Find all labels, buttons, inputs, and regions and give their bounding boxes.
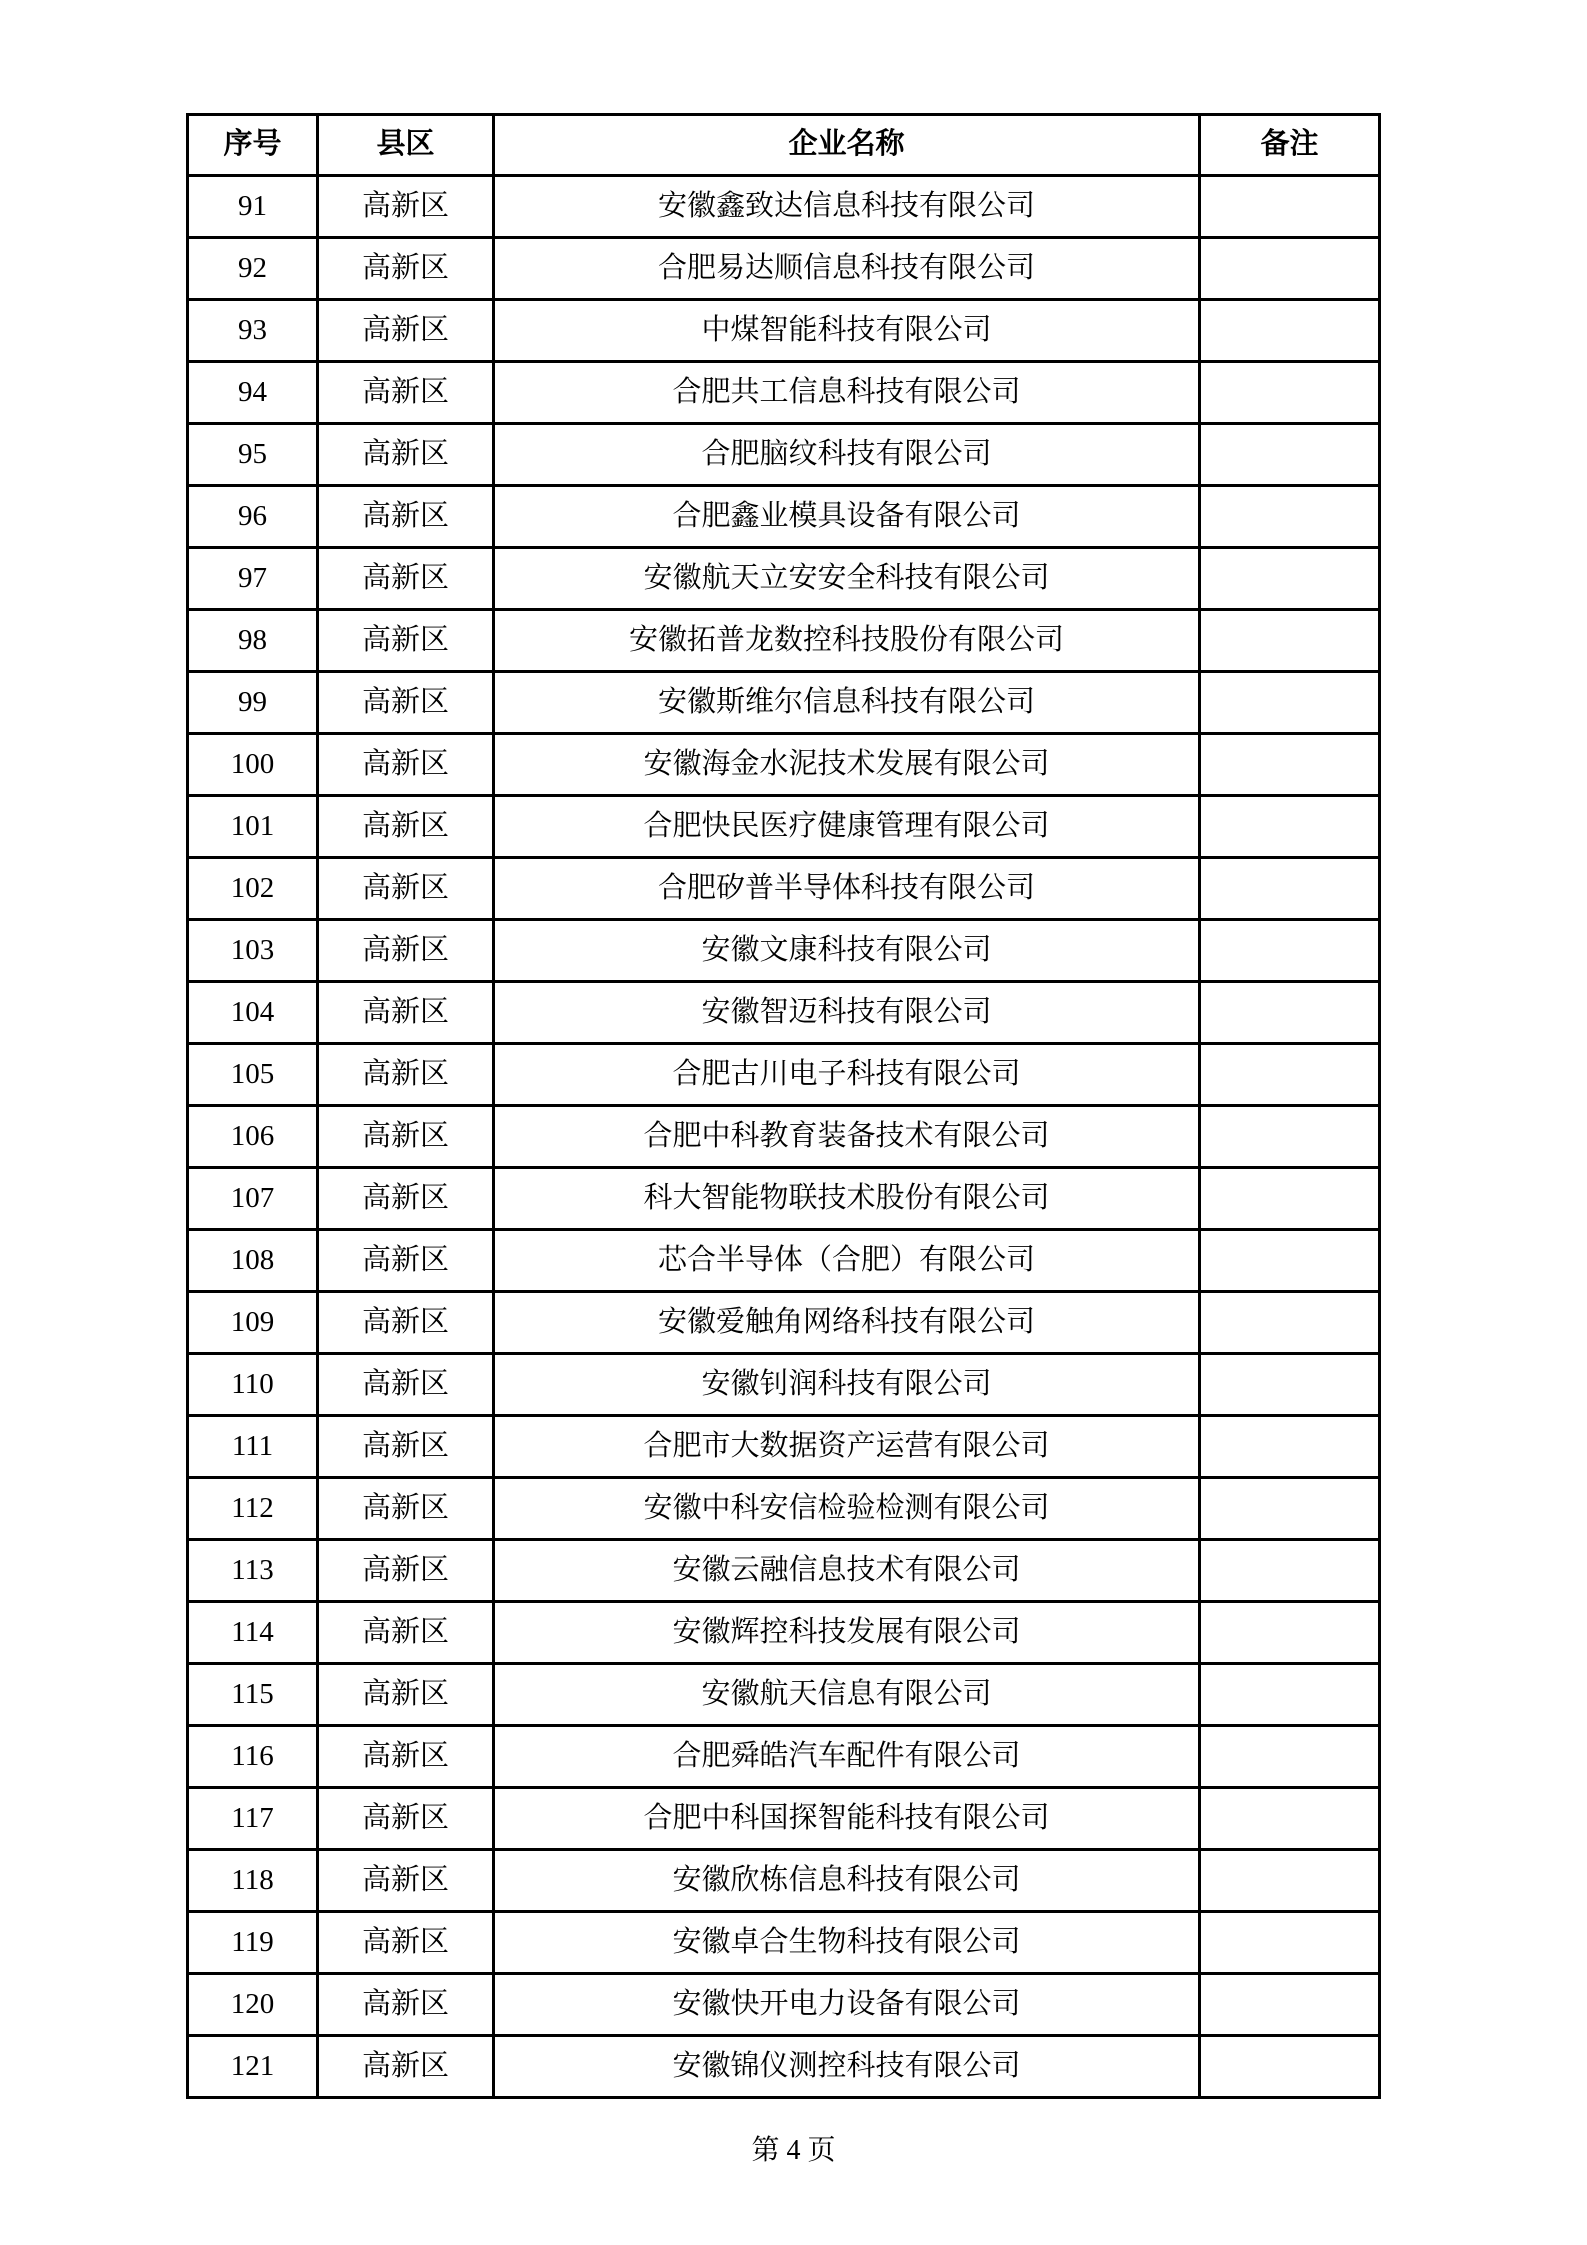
table-row xyxy=(188,1788,1380,1850)
cell-serial-number: 99 xyxy=(188,672,318,734)
table-row xyxy=(188,1416,1380,1478)
cell-serial-number: 109 xyxy=(188,1292,318,1354)
cell-remark xyxy=(1200,1912,1380,1974)
cell-company-name: 合肥矽普半导体科技有限公司 xyxy=(494,858,1200,920)
cell-serial-number: 115 xyxy=(188,1664,318,1726)
cell-serial-number: 97 xyxy=(188,548,318,610)
cell-remark xyxy=(1200,2036,1380,2098)
cell-company-name: 安徽辉控科技发展有限公司 xyxy=(494,1602,1200,1664)
cell-serial-number: 116 xyxy=(188,1726,318,1788)
cell-district: 高新区 xyxy=(318,1416,494,1478)
cell-district: 高新区 xyxy=(318,424,494,486)
cell-company-name: 安徽钊润科技有限公司 xyxy=(494,1354,1200,1416)
cell-remark xyxy=(1200,176,1380,238)
table-row xyxy=(188,1602,1380,1664)
cell-serial-number: 102 xyxy=(188,858,318,920)
cell-company-name: 合肥舜皓汽车配件有限公司 xyxy=(494,1726,1200,1788)
cell-company-name: 合肥快民医疗健康管理有限公司 xyxy=(494,796,1200,858)
cell-district: 高新区 xyxy=(318,362,494,424)
table-row xyxy=(188,300,1380,362)
table-row xyxy=(188,734,1380,796)
table-row xyxy=(188,1292,1380,1354)
cell-company-name: 安徽快开电力设备有限公司 xyxy=(494,1974,1200,2036)
cell-serial-number: 106 xyxy=(188,1106,318,1168)
cell-serial-number: 111 xyxy=(188,1416,318,1478)
cell-district: 高新区 xyxy=(318,1292,494,1354)
cell-district: 高新区 xyxy=(318,1726,494,1788)
cell-company-name: 安徽锦仪测控科技有限公司 xyxy=(494,2036,1200,2098)
cell-remark xyxy=(1200,1664,1380,1726)
cell-serial-number: 94 xyxy=(188,362,318,424)
cell-district: 高新区 xyxy=(318,858,494,920)
cell-serial-number: 114 xyxy=(188,1602,318,1664)
table-row xyxy=(188,176,1380,238)
cell-company-name: 合肥中科国探智能科技有限公司 xyxy=(494,1788,1200,1850)
table-row xyxy=(188,796,1380,858)
cell-company-name: 合肥市大数据资产运营有限公司 xyxy=(494,1416,1200,1478)
cell-serial-number: 105 xyxy=(188,1044,318,1106)
cell-company-name: 合肥脑纹科技有限公司 xyxy=(494,424,1200,486)
cell-district: 高新区 xyxy=(318,796,494,858)
cell-company-name: 合肥鑫业模具设备有限公司 xyxy=(494,486,1200,548)
cell-district: 高新区 xyxy=(318,672,494,734)
cell-remark xyxy=(1200,920,1380,982)
cell-company-name: 安徽欣栋信息科技有限公司 xyxy=(494,1850,1200,1912)
cell-company-name: 安徽文康科技有限公司 xyxy=(494,920,1200,982)
table-row xyxy=(188,362,1380,424)
cell-serial-number: 121 xyxy=(188,2036,318,2098)
cell-remark xyxy=(1200,1850,1380,1912)
cell-serial-number: 108 xyxy=(188,1230,318,1292)
cell-serial-number: 119 xyxy=(188,1912,318,1974)
cell-company-name: 安徽卓合生物科技有限公司 xyxy=(494,1912,1200,1974)
cell-district: 高新区 xyxy=(318,1106,494,1168)
cell-serial-number: 117 xyxy=(188,1788,318,1850)
table-row xyxy=(188,1664,1380,1726)
cell-district: 高新区 xyxy=(318,1478,494,1540)
cell-district: 高新区 xyxy=(318,1850,494,1912)
cell-serial-number: 101 xyxy=(188,796,318,858)
cell-remark xyxy=(1200,610,1380,672)
cell-serial-number: 100 xyxy=(188,734,318,796)
table-row xyxy=(188,1912,1380,1974)
cell-remark xyxy=(1200,1540,1380,1602)
cell-district: 高新区 xyxy=(318,1664,494,1726)
table-row xyxy=(188,920,1380,982)
cell-district: 高新区 xyxy=(318,486,494,548)
cell-serial-number: 103 xyxy=(188,920,318,982)
cell-district: 高新区 xyxy=(318,982,494,1044)
cell-district: 高新区 xyxy=(318,1044,494,1106)
cell-company-name: 安徽拓普龙数控科技股份有限公司 xyxy=(494,610,1200,672)
table-row xyxy=(188,1478,1380,1540)
table-row xyxy=(188,238,1380,300)
cell-district: 高新区 xyxy=(318,1912,494,1974)
cell-company-name: 科大智能物联技术股份有限公司 xyxy=(494,1168,1200,1230)
cell-serial-number: 118 xyxy=(188,1850,318,1912)
table-row xyxy=(188,548,1380,610)
cell-remark xyxy=(1200,1974,1380,2036)
cell-company-name: 安徽鑫致达信息科技有限公司 xyxy=(494,176,1200,238)
cell-company-name: 安徽航天信息有限公司 xyxy=(494,1664,1200,1726)
cell-district: 高新区 xyxy=(318,1168,494,1230)
table-row xyxy=(188,486,1380,548)
cell-serial-number: 107 xyxy=(188,1168,318,1230)
table-row xyxy=(188,2036,1380,2098)
cell-district: 高新区 xyxy=(318,300,494,362)
table-row xyxy=(188,1540,1380,1602)
table-header-row xyxy=(188,115,1380,176)
table-row xyxy=(188,672,1380,734)
cell-remark xyxy=(1200,424,1380,486)
table-body xyxy=(188,176,1380,2098)
cell-company-name: 安徽斯维尔信息科技有限公司 xyxy=(494,672,1200,734)
cell-serial-number: 96 xyxy=(188,486,318,548)
table-row xyxy=(188,1044,1380,1106)
cell-remark xyxy=(1200,1602,1380,1664)
cell-remark xyxy=(1200,1478,1380,1540)
cell-serial-number: 120 xyxy=(188,1974,318,2036)
table-row xyxy=(188,610,1380,672)
table-row xyxy=(188,982,1380,1044)
page-footer xyxy=(0,2128,1587,2168)
header-district: 县区 xyxy=(318,115,494,176)
cell-remark xyxy=(1200,1788,1380,1850)
company-table xyxy=(186,113,1381,2099)
table-row xyxy=(188,858,1380,920)
cell-district: 高新区 xyxy=(318,734,494,796)
cell-district: 高新区 xyxy=(318,610,494,672)
cell-district: 高新区 xyxy=(318,1602,494,1664)
cell-remark xyxy=(1200,300,1380,362)
cell-serial-number: 98 xyxy=(188,610,318,672)
cell-district: 高新区 xyxy=(318,1354,494,1416)
cell-serial-number: 104 xyxy=(188,982,318,1044)
table-row xyxy=(188,424,1380,486)
cell-remark xyxy=(1200,1354,1380,1416)
header-serial-number: 序号 xyxy=(188,115,318,176)
cell-district: 高新区 xyxy=(318,238,494,300)
table-row xyxy=(188,1168,1380,1230)
cell-company-name: 合肥共工信息科技有限公司 xyxy=(494,362,1200,424)
cell-company-name: 合肥易达顺信息科技有限公司 xyxy=(494,238,1200,300)
cell-district: 高新区 xyxy=(318,548,494,610)
cell-district: 高新区 xyxy=(318,1230,494,1292)
cell-district: 高新区 xyxy=(318,1788,494,1850)
cell-serial-number: 110 xyxy=(188,1354,318,1416)
cell-remark xyxy=(1200,734,1380,796)
cell-company-name: 合肥古川电子科技有限公司 xyxy=(494,1044,1200,1106)
cell-remark xyxy=(1200,982,1380,1044)
table-row xyxy=(188,1106,1380,1168)
cell-company-name: 安徽云融信息技术有限公司 xyxy=(494,1540,1200,1602)
cell-remark xyxy=(1200,548,1380,610)
table-row xyxy=(188,1974,1380,2036)
cell-remark xyxy=(1200,1044,1380,1106)
cell-company-name: 安徽智迈科技有限公司 xyxy=(494,982,1200,1044)
cell-company-name: 安徽中科安信检验检测有限公司 xyxy=(494,1478,1200,1540)
cell-remark xyxy=(1200,796,1380,858)
cell-district: 高新区 xyxy=(318,1974,494,2036)
page-number-label: 第 4 页 xyxy=(751,2135,836,2166)
table-row xyxy=(188,1354,1380,1416)
cell-serial-number: 112 xyxy=(188,1478,318,1540)
cell-remark xyxy=(1200,1726,1380,1788)
cell-serial-number: 93 xyxy=(188,300,318,362)
table-row xyxy=(188,1850,1380,1912)
cell-company-name: 安徽爱触角网络科技有限公司 xyxy=(494,1292,1200,1354)
cell-remark xyxy=(1200,238,1380,300)
cell-company-name: 合肥中科教育装备技术有限公司 xyxy=(494,1106,1200,1168)
cell-remark xyxy=(1200,486,1380,548)
cell-remark xyxy=(1200,1106,1380,1168)
cell-serial-number: 91 xyxy=(188,176,318,238)
cell-remark xyxy=(1200,1292,1380,1354)
cell-district: 高新区 xyxy=(318,176,494,238)
cell-remark xyxy=(1200,1168,1380,1230)
cell-remark xyxy=(1200,362,1380,424)
cell-remark xyxy=(1200,1416,1380,1478)
cell-company-name: 安徽航天立安安全科技有限公司 xyxy=(494,548,1200,610)
cell-remark xyxy=(1200,1230,1380,1292)
table-row xyxy=(188,1230,1380,1292)
cell-district: 高新区 xyxy=(318,2036,494,2098)
cell-company-name: 芯合半导体（合肥）有限公司 xyxy=(494,1230,1200,1292)
header-remark: 备注 xyxy=(1200,115,1380,176)
cell-serial-number: 92 xyxy=(188,238,318,300)
cell-company-name: 安徽海金水泥技术发展有限公司 xyxy=(494,734,1200,796)
cell-district: 高新区 xyxy=(318,1540,494,1602)
cell-serial-number: 113 xyxy=(188,1540,318,1602)
cell-district: 高新区 xyxy=(318,920,494,982)
header-company-name: 企业名称 xyxy=(494,115,1200,176)
cell-company-name: 中煤智能科技有限公司 xyxy=(494,300,1200,362)
cell-remark xyxy=(1200,672,1380,734)
cell-serial-number: 95 xyxy=(188,424,318,486)
cell-remark xyxy=(1200,858,1380,920)
table-row xyxy=(188,1726,1380,1788)
